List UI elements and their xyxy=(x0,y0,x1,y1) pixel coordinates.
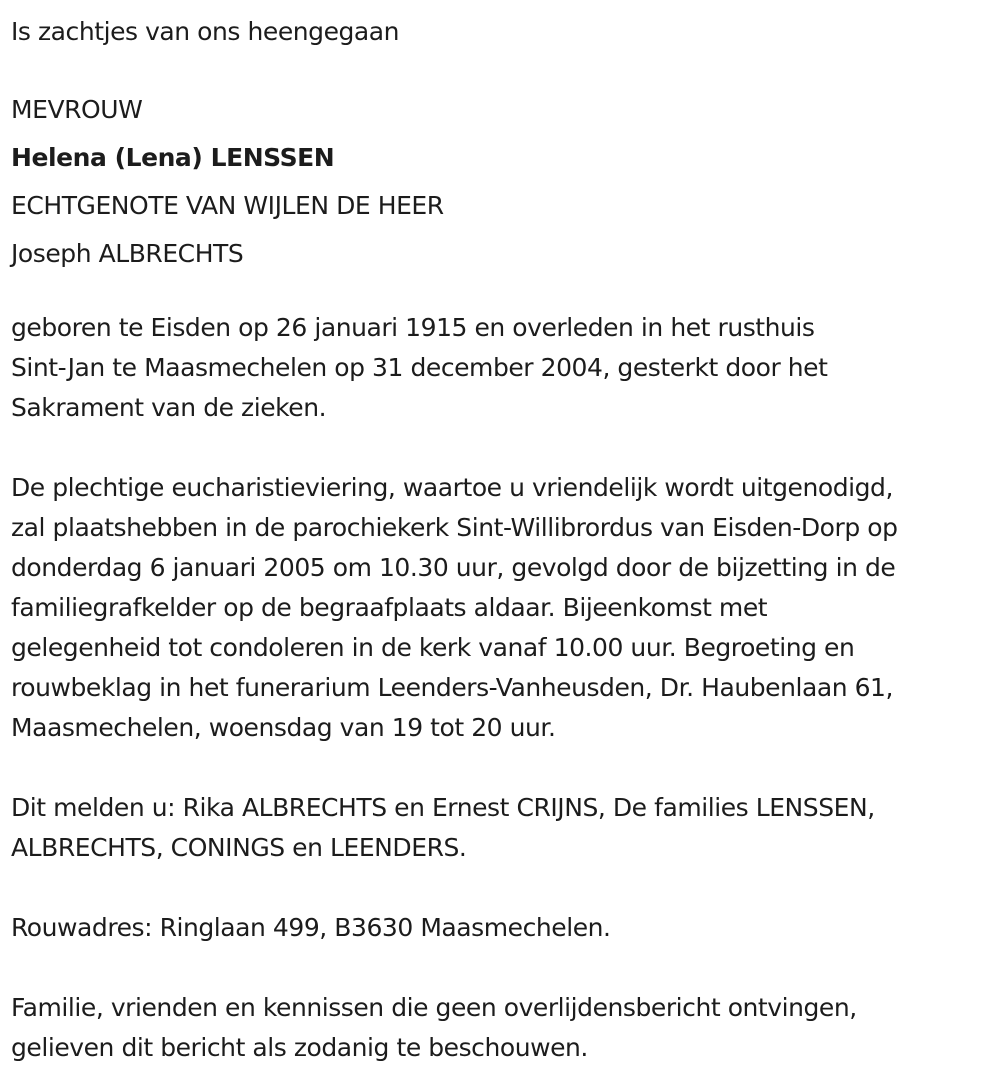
deceased-name: Helena (Lena) LENSSEN xyxy=(11,143,335,172)
paragraph-line: gelegenheid tot condoleren in de kerk vanaf 10.00 uur. Begroeting en xyxy=(11,633,855,662)
paragraph-line: rouwbeklag in het funerarium Leenders-Vanheusden, Dr. Haubenlaan 61, xyxy=(11,673,894,702)
paragraph-line: donderdag 6 januari 2005 om 10.30 uur, gevolgd door de bijzetting in de xyxy=(11,553,896,582)
paragraph-line: ALBRECHTS, CONINGS en LEENDERS. xyxy=(11,833,467,862)
closing-paragraph xyxy=(11,988,1000,1068)
spouse-name: Joseph ALBRECHTS xyxy=(11,239,244,268)
paragraph-line: gelieven dit bericht als zodanig te beschouwen. xyxy=(11,1033,588,1062)
paragraph-line: Dit melden u: Rika ALBRECHTS en Ernest CRIJNS, De families LENSSEN, xyxy=(11,793,875,822)
paragraph-line: Sint-Jan te Maasmechelen op 31 december 2004, gesterkt door het xyxy=(11,353,828,382)
address-paragraph xyxy=(11,908,1000,948)
paragraph-line: Maasmechelen, woensdag van 19 tot 20 uur. xyxy=(11,713,556,742)
paragraph-line: De plechtige eucharistieviering, waartoe u vriendelijk wordt uitgenodigd, xyxy=(11,473,893,502)
relation-text: ECHTGENOTE VAN WIJLEN DE HEER xyxy=(11,191,444,220)
paragraph-line: geboren te Eisden op 26 januari 1915 en overleden in het rusthuis xyxy=(11,313,815,342)
title-text: MEVROUW xyxy=(11,95,143,124)
announced-by-paragraph xyxy=(11,788,1000,868)
address-line: Rouwadres: Ringlaan 499, B3630 Maasmechelen. xyxy=(11,913,611,942)
paragraph-line: familiegrafkelder op de begraafplaats aldaar. Bijeenkomst met xyxy=(11,593,768,622)
intro-text: Is zachtjes van ons heengegaan xyxy=(11,17,400,46)
paragraph-line: zal plaatshebben in de parochiekerk Sint-Willibrordus van Eisden-Dorp op xyxy=(11,513,898,542)
paragraph-line: Sakrament van de zieken. xyxy=(11,393,327,422)
birth-death-paragraph xyxy=(11,308,1000,428)
service-paragraph xyxy=(11,468,1000,748)
paragraph-line: Familie, vrienden en kennissen die geen overlijdensbericht ontvingen, xyxy=(11,993,857,1022)
